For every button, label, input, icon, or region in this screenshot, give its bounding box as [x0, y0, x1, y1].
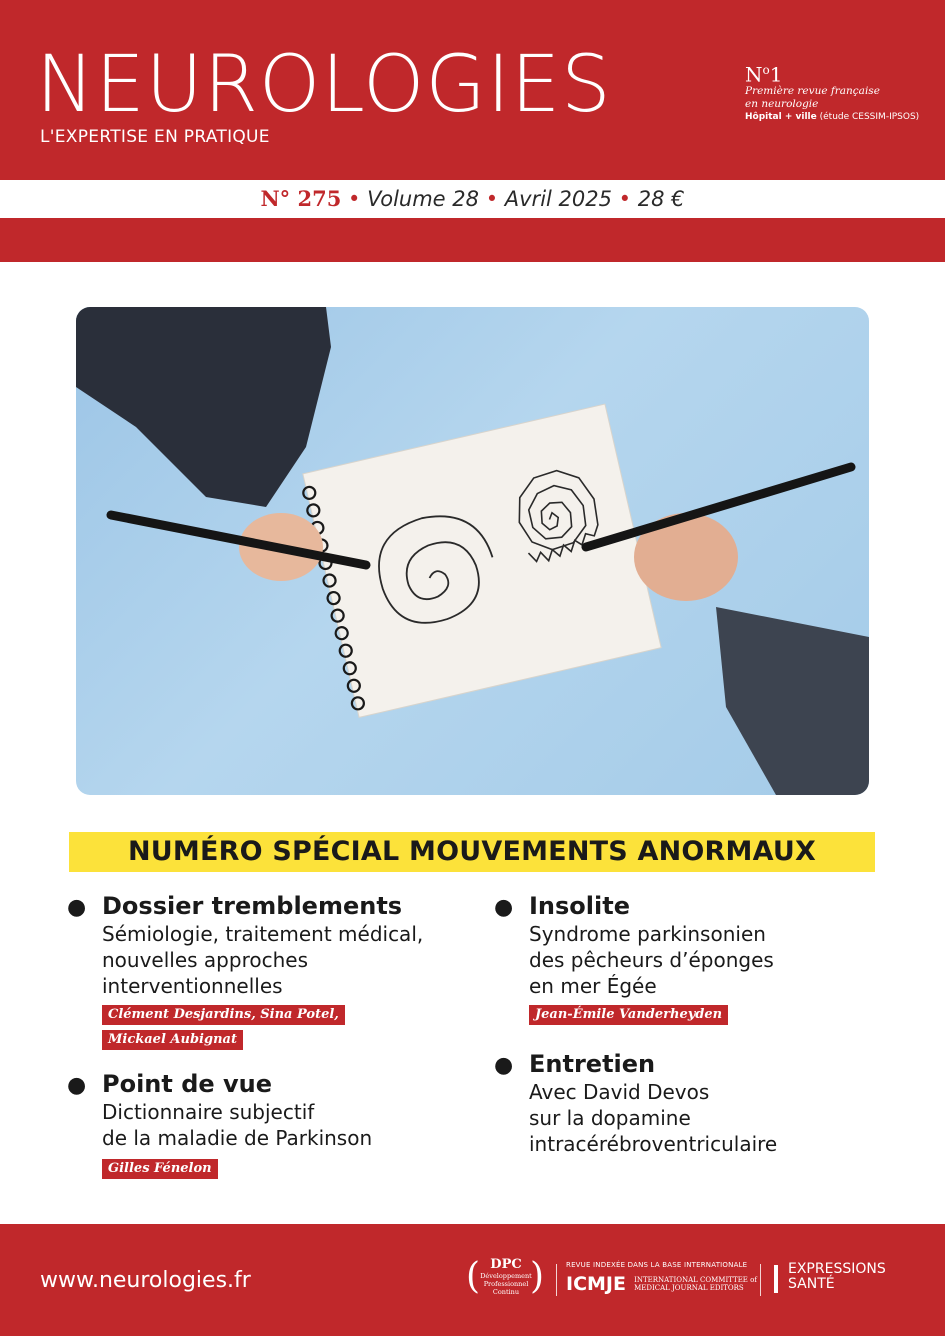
- journal-title: NEUROLOGIES: [36, 40, 612, 130]
- hands-drawing-spirals-image: [76, 307, 869, 795]
- bullet-icon: ●: [67, 895, 87, 920]
- article-line: de la maladie de Parkinson: [102, 1126, 373, 1150]
- author-tag: Clément Desjardins, Sina Potel,: [102, 1005, 345, 1025]
- bullet-icon: ●: [67, 1073, 87, 1098]
- article-line: interventionnelles: [102, 974, 283, 998]
- publisher-logo-bar: [774, 1265, 778, 1293]
- left-sleeve: [76, 307, 331, 507]
- icmje-mark: ICMJE: [566, 1273, 626, 1295]
- article-line: en mer Égée: [529, 974, 657, 998]
- article-line: Dictionnaire subjectif: [102, 1100, 315, 1124]
- issue-price: 28 €: [637, 187, 685, 211]
- article-line: intracérébroventriculaire: [529, 1132, 778, 1156]
- dpc-paren-left: (: [466, 1256, 481, 1297]
- publisher-logo: [788, 1262, 886, 1292]
- ranking-badge: [745, 64, 930, 123]
- special-issue-banner: [69, 832, 875, 872]
- right-sleeve: [716, 607, 869, 795]
- icmje-logo: [566, 1260, 757, 1295]
- separator: •: [618, 187, 632, 211]
- separator: •: [348, 187, 361, 211]
- ranking-number: $N^o1$: [745, 62, 783, 87]
- author-tag: Mickael Aubignat: [102, 1030, 243, 1050]
- divider: [556, 1264, 557, 1296]
- article-line: sur la dopamine: [529, 1106, 691, 1130]
- ranking-line-3: Hôpital + ville (étude CESSIM-IPSOS): [745, 111, 920, 122]
- article-title: Point de vue: [102, 1070, 273, 1098]
- bullet-icon: ●: [494, 1053, 514, 1078]
- dpc-paren-right: ): [530, 1256, 545, 1297]
- ranking-line-1: Première revue française: [745, 84, 880, 97]
- ranking-line-2: en neurologie: [745, 97, 819, 110]
- separator: •: [485, 187, 499, 211]
- article-line: des pêcheurs d’éponges: [529, 948, 774, 972]
- article-entretien: [494, 1049, 778, 1157]
- article-point-de-vue: [67, 1069, 373, 1179]
- bullet-icon: ●: [494, 895, 514, 920]
- icmje-heading: REVUE INDEXÉE DANS LA BASE INTERNATIONALE: [566, 1261, 748, 1269]
- icmje-fullname: INTERNATIONAL COMMITTEE of MEDICAL JOURNAL EDITORS: [634, 1276, 757, 1292]
- cover-photo: [76, 307, 869, 795]
- publisher-line-1: EXPRESSIONS: [788, 1261, 886, 1277]
- divider: [760, 1264, 761, 1296]
- issue-info: [0, 186, 945, 211]
- article-title: Entretien: [529, 1050, 656, 1078]
- dpc-logo-main: DPC: [490, 1257, 522, 1272]
- author-tag: Gilles Fénelon: [102, 1159, 218, 1179]
- article-insolite: [494, 891, 774, 1025]
- issue-volume: Volume 28: [367, 187, 479, 211]
- article-title: Dossier tremblements: [102, 892, 403, 920]
- article-title: Insolite: [529, 892, 630, 920]
- article-line: nouvelles approches: [102, 948, 308, 972]
- article-line: Syndrome parkinsonien: [529, 922, 766, 946]
- journal-tagline: L'EXPERTISE EN PRATIQUE: [40, 127, 270, 147]
- author-tag: Jean-Émile Vanderheyden: [529, 1005, 728, 1025]
- red-band: [0, 218, 945, 262]
- dpc-logo-sub: Développement: [480, 1272, 532, 1280]
- publisher-line-2: SANTÉ: [788, 1276, 835, 1292]
- article-line: Avec David Devos: [529, 1080, 710, 1104]
- special-issue-title: NUMÉRO SPÉCIAL MOUVEMENTS ANORMAUX: [128, 836, 816, 867]
- website-link[interactable]: www.neurologies.fr: [40, 1268, 251, 1293]
- article-line: Sémiologie, traitement médical,: [102, 922, 424, 946]
- issue-number: N° 275: [260, 186, 342, 211]
- issue-date: Avril 2025: [504, 187, 612, 211]
- dpc-logo-sub: Professionnel: [483, 1280, 529, 1288]
- article-dossier-tremblements: [67, 891, 424, 1050]
- dpc-logo-sub: Continu: [492, 1288, 520, 1296]
